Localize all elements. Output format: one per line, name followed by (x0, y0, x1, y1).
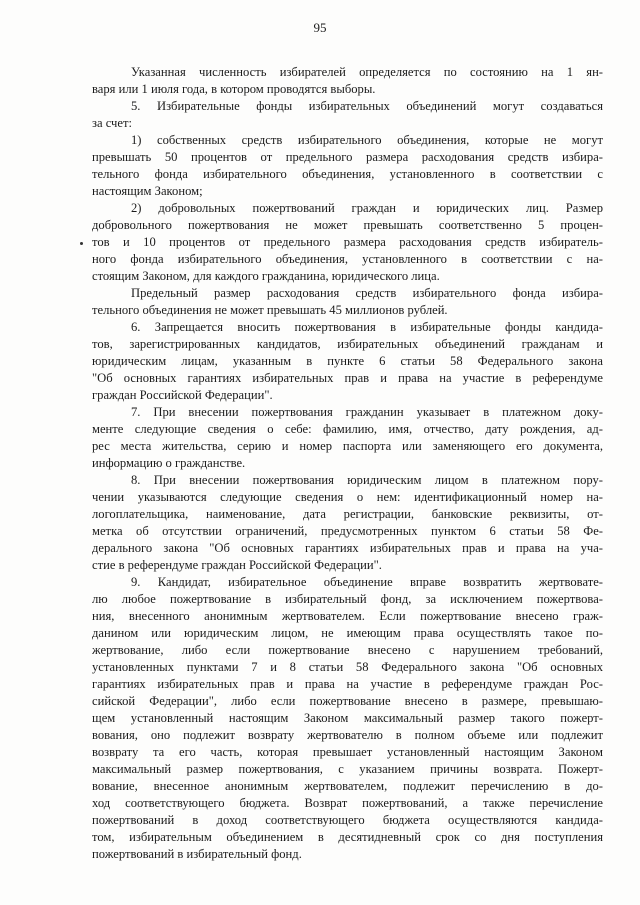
text-line: тов, зарегистрированных кандидатов, избирательных объединений гражданам и (92, 337, 603, 351)
text-line: юридическим лицам, указанным в пункте 6 статьи 58 Федерального закона (92, 354, 603, 368)
text-line: тельного объединения не может превышать 45 миллионов рублей. (92, 303, 448, 317)
text-line: тельного фонда избирательного объединения, установленного в соответствии с (92, 167, 603, 181)
text-line: чении указываются следующие сведения о нем: идентификационный номер на- (92, 490, 603, 504)
text-line: жертвование, либо если пожертвование внесено с нарушением требований, (92, 643, 603, 657)
text-line: Предельный размер расходования средств избирательного фонда избира- (131, 286, 603, 300)
text-line: ход соответствующего бюджета. Возврат пожертвований, а также перечисление (92, 796, 603, 810)
text-line: 2) добровольных пожертвований граждан и юридических лиц. Размер (131, 201, 603, 215)
page-number: 95 (313, 20, 327, 35)
text-line: вования, оно подлежит возврату жертвователю в полном объеме или подлежит (92, 728, 603, 742)
text-line: гарантиях избирательных прав и права на участие в референдуме граждан Рос- (92, 677, 603, 691)
text-line: максимальный размер пожертвования, с указанием причины возврата. Пожерт- (92, 762, 603, 776)
text-line: менте следующие сведения о себе: фамилию, имя, отчество, дату рождения, ад- (92, 422, 603, 436)
text-line: том, избирательным объединением в десятидневный срок со дня поступления (92, 830, 603, 844)
text-line: дерального закона "Об основных гарантиях избирательных прав и права на уча- (92, 541, 603, 555)
text-line: 7. При внесении пожертвования гражданин указывает в платежном доку- (131, 405, 603, 419)
text-line: Указанная численность избирателей определяется по состоянию на 1 ян- (131, 65, 603, 79)
text-line: "Об основных гарантиях избирательных прав и права на участие в референдуме (92, 371, 603, 385)
text-line: сийской Федерации", либо если пожертвование внесено в размере, превышаю- (92, 694, 603, 708)
text-line: 6. Запрещается вносить пожертвования в избирательные фонды кандида- (131, 320, 603, 334)
text-line: щем установленный настоящим Законом максимальный размер такого пожерт- (92, 711, 603, 725)
text-line: информацию о гражданстве. (92, 456, 246, 470)
text-line: 9. Кандидат, избирательное объединение вправе возвратить жертвовате- (131, 575, 603, 589)
text-line: ния, внесенного анонимным жертвователем. Если пожертвование внесено граж- (92, 609, 603, 623)
text-line: возврату та его часть, которая превышает установленный настоящим Законом (92, 745, 603, 759)
text-line: пожертвований в доход соответствующего бюджета осуществляются кандида- (92, 813, 603, 827)
text-line: 5. Избирательные фонды избирательных объединений могут создаваться (131, 99, 603, 113)
text-line: метка об отсутствии ограничений, предусмотренных пунктом 6 статьи 58 Фе- (92, 524, 603, 538)
text-line: стие в референдуме граждан Российской Федерации". (92, 558, 382, 572)
text-line: ного фонда избирательного объединения, установленного в соответствии с на- (92, 252, 603, 266)
text-line: граждан Российской Федерации". (92, 388, 273, 402)
text-line: 1) собственных средств избирательного объединения, которые не могут (131, 133, 603, 147)
text-line: 8. При внесении пожертвования юридическим лицом в платежном пору- (131, 473, 603, 487)
text-line: пожертвований в избирательный фонд. (92, 847, 302, 861)
text-line: стоящим Законом, для каждого гражданина, юридического лица. (92, 269, 440, 283)
text-line: настоящим Законом; (92, 184, 203, 198)
text-line: тов и 10 процентов от предельного размера расходования средств избиратель- (92, 235, 603, 249)
text-line: логоплательщика, наименование, дата регистрации, банковские реквизиты, от- (92, 507, 603, 521)
text-line: добровольного пожертвования не может превышать соответственно 5 процен- (92, 218, 603, 232)
text-line: рес места жительства, серию и номер паспорта или заменяющего его документа, (92, 439, 603, 453)
text-line: лю любое пожертвование в избирательный фонд, за исключением пожертвова- (92, 592, 603, 606)
scan-speck (80, 242, 83, 245)
text-line: данином или юридическим лицом, не имеющим права осуществлять такое по- (92, 626, 603, 640)
text-line: варя или 1 июля года, в котором проводятся выборы. (92, 82, 376, 96)
text-line: превышать 50 процентов от предельного размера расходования средств избира- (92, 150, 603, 164)
text-line: вование, внесенное анонимным жертвователем, подлежит перечислению в до- (92, 779, 603, 793)
text-line: установленных пунктами 7 и 8 статьи 58 Федерального закона "Об основных (92, 660, 603, 674)
text-line: за счет: (92, 116, 132, 130)
